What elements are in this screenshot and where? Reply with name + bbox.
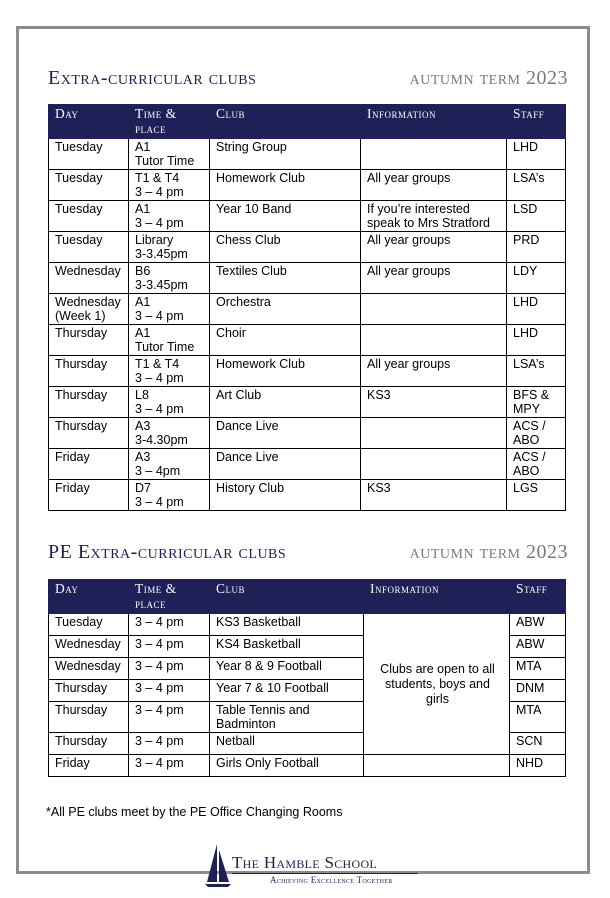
cell-time-place: [129, 201, 210, 232]
cell-time-place-line: 3 – 4pm: [135, 464, 181, 478]
cell-information-line: All year groups: [367, 171, 451, 185]
cell-staff-line: LHD: [513, 140, 539, 154]
cell-time-place: [129, 139, 210, 170]
cell-information-line: KS3: [367, 388, 391, 402]
cell-time-place-line: A1: [135, 202, 151, 216]
cell-day-line: Wednesday: [55, 295, 121, 309]
cell-club: [210, 325, 361, 356]
cell-club-line: Dance Live: [216, 450, 279, 464]
cell-day-line: Friday: [55, 481, 90, 495]
cell-day: [49, 680, 129, 702]
cell-club: [210, 658, 364, 680]
cell-time-place-line: 3 – 4 pm: [135, 495, 184, 509]
cell-time-place-line: A1: [135, 140, 151, 154]
cell-club: [210, 418, 361, 449]
table-row: [49, 201, 566, 232]
cell-club: [210, 232, 361, 263]
cell-day-line: Friday: [55, 756, 90, 770]
cell-time-place-line: 3 – 4 pm: [135, 615, 184, 629]
cell-staff-line: DNM: [516, 681, 545, 695]
cell-staff: [510, 755, 566, 777]
cell-staff: [507, 232, 566, 263]
cell-time-place-line: Tutor Time: [135, 340, 195, 354]
cell-staff-line: MPY: [513, 402, 541, 416]
cell-staff: [510, 733, 566, 755]
cell-day: [49, 263, 129, 294]
cell-time-place: [129, 733, 210, 755]
table-row: [49, 755, 566, 777]
cell-staff-line: BFS &: [513, 388, 550, 402]
cell-time-place: [129, 263, 210, 294]
cell-day: [49, 480, 129, 511]
cell-staff: [507, 387, 566, 418]
cell-time-place-line: 3-3.45pm: [135, 247, 188, 261]
table-row: [49, 614, 566, 636]
cell-information: [361, 294, 507, 325]
cell-staff: [510, 658, 566, 680]
cell-information: [361, 418, 507, 449]
cell-information: [361, 201, 507, 232]
cell-time-place-line: 3 – 4 pm: [135, 734, 184, 748]
cell-staff: [507, 139, 566, 170]
cell-day-line: Tuesday: [55, 233, 103, 247]
table-row: [49, 356, 566, 387]
cell-staff: [507, 356, 566, 387]
cell-staff-line: MTA: [516, 703, 542, 717]
cell-day: [49, 139, 129, 170]
cell-day: [49, 356, 129, 387]
cell-day-line: Tuesday: [55, 202, 103, 216]
cell-club: [210, 201, 361, 232]
table-row: [49, 480, 566, 511]
section2-heading: [48, 538, 568, 564]
cell-club: [210, 139, 361, 170]
cell-staff-line: ABO: [513, 464, 540, 478]
cell-information-line: All year groups: [367, 357, 451, 371]
cell-information: [361, 356, 507, 387]
cell-day-line: Thursday: [55, 326, 108, 340]
cell-staff-line: LSD: [513, 202, 538, 216]
header-time-place: Time & place: [129, 580, 210, 614]
cell-day: [49, 614, 129, 636]
header-club: Club: [210, 105, 361, 139]
table-row: [49, 294, 566, 325]
cell-club: [210, 680, 364, 702]
cell-day-line: Thursday: [55, 734, 108, 748]
cell-club-line: String Group: [216, 140, 287, 154]
cell-day-line: Tuesday: [55, 615, 103, 629]
table-row: [49, 232, 566, 263]
cell-club: [210, 170, 361, 201]
cell-time-place-line: 3 – 4 pm: [135, 402, 184, 416]
cell-club-line: Textiles Club: [216, 264, 287, 278]
header-staff: Staff: [510, 580, 566, 614]
clubs-table: [48, 104, 566, 511]
cell-time-place: [129, 755, 210, 777]
cell-time-place-line: Tutor Time: [135, 154, 195, 168]
cell-day-line: Wednesday: [55, 637, 121, 651]
cell-day: [49, 418, 129, 449]
cell-club-line: Girls Only Football: [216, 756, 319, 770]
cell-day: [49, 636, 129, 658]
cell-club: [210, 356, 361, 387]
cell-day: [49, 201, 129, 232]
cell-time-place: [129, 356, 210, 387]
cell-time-place: [129, 418, 210, 449]
cell-club-line: History Club: [216, 481, 285, 495]
cell-staff-line: LHD: [513, 295, 539, 309]
cell-staff-line: ABW: [516, 615, 545, 629]
cell-information-line: If you’re interested: [367, 202, 470, 216]
cell-time-place: [129, 480, 210, 511]
cell-time-place: [129, 449, 210, 480]
cell-time-place-line: A3: [135, 450, 151, 464]
cell-club-line: Table Tennis and: [216, 703, 310, 717]
section2-title: PE Extra-curricular clubs: [48, 541, 287, 563]
cell-staff: [507, 449, 566, 480]
cell-club-line: Badminton: [216, 717, 276, 731]
cell-information: [361, 449, 507, 480]
header-club: Club: [210, 580, 364, 614]
cell-time-place-line: 3 – 4 pm: [135, 309, 184, 323]
cell-day-line: Wednesday: [55, 659, 121, 673]
pe-clubs-table-header: [49, 580, 566, 614]
cell-staff-line: MTA: [516, 659, 542, 673]
cell-day-line: Thursday: [55, 357, 108, 371]
cell-club: [210, 636, 364, 658]
header-information: Information: [364, 580, 510, 614]
cell-day: [49, 232, 129, 263]
cell-time-place-line: Library: [135, 233, 174, 247]
cell-staff-line: ABW: [516, 637, 545, 651]
cell-staff-line: LHD: [513, 326, 539, 340]
cell-time-place-line: 3 – 4 pm: [135, 216, 184, 230]
cell-time-place-line: A1: [135, 326, 151, 340]
cell-club-line: Year 10 Band: [216, 202, 292, 216]
school-tagline: Achieving Excellence Together: [270, 875, 393, 885]
cell-club-line: Netball: [216, 734, 255, 748]
cell-information-line: speak to Mrs Stratford: [367, 216, 490, 230]
cell-day-line: Thursday: [55, 388, 108, 402]
cell-information: [361, 232, 507, 263]
cell-information-line: All year groups: [367, 233, 451, 247]
cell-time-place-line: 3 – 4 pm: [135, 185, 184, 199]
cell-staff: [507, 201, 566, 232]
cell-time-place-line: 3 – 4 pm: [135, 681, 184, 695]
cell-day-line: Thursday: [55, 681, 108, 695]
header-information: Information: [361, 105, 507, 139]
cell-time-place: [129, 658, 210, 680]
cell-day-line: Wednesday: [55, 264, 121, 278]
cell-day-line: Thursday: [55, 703, 108, 717]
cell-club-line: Choir: [216, 326, 246, 340]
cell-time-place-line: L8: [135, 388, 149, 402]
cell-club-line: KS3 Basketball: [216, 615, 301, 629]
cell-information-line: girls: [426, 691, 449, 706]
cell-club: [210, 449, 361, 480]
cell-day-line: Friday: [55, 450, 90, 464]
cell-staff-line: ABO: [513, 433, 540, 447]
cell-information-line: Clubs are open to all: [380, 661, 495, 676]
cell-club-line: KS4 Basketball: [216, 637, 301, 651]
cell-time-place-line: T1 & T4: [135, 171, 180, 185]
cell-club: [210, 387, 361, 418]
cell-day-line: (Week 1): [55, 309, 106, 323]
school-logo: [204, 842, 424, 892]
cell-club-line: Homework Club: [216, 171, 305, 185]
cell-club: [210, 614, 364, 636]
cell-information-line: KS3: [367, 481, 391, 495]
cell-time-place: [129, 387, 210, 418]
section2-term: autumn term 2023: [409, 541, 568, 563]
cell-information: [361, 480, 507, 511]
cell-time-place-line: 3-4.30pm: [135, 433, 188, 447]
section1-heading: [48, 64, 568, 90]
cell-information: [364, 755, 510, 777]
cell-staff: [507, 294, 566, 325]
cell-time-place-line: B6: [135, 264, 151, 278]
cell-club-line: Homework Club: [216, 357, 305, 371]
cell-day: [49, 755, 129, 777]
cell-club: [210, 733, 364, 755]
cell-club-line: Year 8 & 9 Football: [216, 659, 322, 673]
header-staff: Staff: [507, 105, 566, 139]
cell-day: [49, 449, 129, 480]
cell-time-place: [129, 636, 210, 658]
cell-time-place: [129, 170, 210, 201]
table-row: [49, 449, 566, 480]
header-day: Day: [49, 105, 129, 139]
cell-club: [210, 294, 361, 325]
footnote: *All PE clubs meet by the PE Office Changing Rooms: [46, 805, 343, 819]
cell-club: [210, 702, 364, 733]
cell-club: [210, 263, 361, 294]
cell-day: [49, 733, 129, 755]
cell-information: [364, 614, 510, 755]
cell-day-line: Thursday: [55, 419, 108, 433]
table-row: [49, 387, 566, 418]
cell-club-line: Chess Club: [216, 233, 281, 247]
table-row: [49, 418, 566, 449]
header-time-place: Time & place: [129, 105, 210, 139]
cell-time-place-line: 3 – 4 pm: [135, 703, 184, 717]
cell-staff-line: LDY: [513, 264, 538, 278]
cell-time-place-line: 3 – 4 pm: [135, 659, 184, 673]
table-row: [49, 263, 566, 294]
cell-information: [361, 170, 507, 201]
cell-information-line: students, boys and: [385, 676, 490, 691]
header-day: Day: [49, 580, 129, 614]
cell-time-place: [129, 294, 210, 325]
cell-information: [361, 263, 507, 294]
cell-staff-line: ACS /: [513, 450, 546, 464]
table-row: [49, 139, 566, 170]
cell-staff: [510, 680, 566, 702]
clubs-table-header: [49, 105, 566, 139]
cell-staff-line: LSA’s: [513, 357, 545, 371]
cell-time-place-line: 3 – 4 pm: [135, 756, 184, 770]
section1-term: autumn term 2023: [409, 67, 568, 89]
cell-information-line: All year groups: [367, 264, 451, 278]
section1-title: Extra-curricular clubs: [48, 67, 257, 89]
cell-time-place: [129, 680, 210, 702]
cell-time-place: [129, 325, 210, 356]
cell-staff: [507, 325, 566, 356]
cell-staff: [507, 418, 566, 449]
cell-staff: [507, 263, 566, 294]
sail-icon: [204, 842, 232, 888]
cell-information: [361, 139, 507, 170]
cell-time-place-line: 3 – 4 pm: [135, 637, 184, 651]
cell-time-place: [129, 232, 210, 263]
cell-day: [49, 325, 129, 356]
cell-staff-line: PRD: [513, 233, 540, 247]
table-row: [49, 170, 566, 201]
cell-time-place: [129, 614, 210, 636]
cell-staff-line: LGS: [513, 481, 539, 495]
cell-time-place-line: D7: [135, 481, 151, 495]
cell-staff: [510, 702, 566, 733]
cell-time-place: [129, 702, 210, 733]
cell-day: [49, 658, 129, 680]
cell-club-line: Dance Live: [216, 419, 279, 433]
cell-staff: [510, 636, 566, 658]
cell-time-place-line: A1: [135, 295, 151, 309]
cell-staff: [510, 614, 566, 636]
cell-day: [49, 170, 129, 201]
cell-staff: [507, 170, 566, 201]
cell-club-line: Orchestra: [216, 295, 271, 309]
cell-information: [361, 387, 507, 418]
cell-information: [361, 325, 507, 356]
cell-day: [49, 387, 129, 418]
cell-staff-line: ACS /: [513, 419, 546, 433]
table-row: [49, 325, 566, 356]
cell-club: [210, 755, 364, 777]
cell-time-place-line: A3: [135, 419, 151, 433]
cell-staff-line: SCN: [516, 734, 543, 748]
cell-day-line: Tuesday: [55, 140, 103, 154]
school-name: The Hamble School: [232, 853, 378, 872]
cell-staff: [507, 480, 566, 511]
cell-club-line: Year 7 & 10 Football: [216, 681, 329, 695]
logo-divider: [232, 873, 418, 874]
cell-club-line: Art Club: [216, 388, 262, 402]
pe-clubs-table: [48, 579, 566, 777]
cell-staff-line: NHD: [516, 756, 544, 770]
cell-time-place-line: 3 – 4 pm: [135, 371, 184, 385]
cell-time-place-line: T1 & T4: [135, 357, 180, 371]
cell-staff-line: LSA’s: [513, 171, 545, 185]
cell-time-place-line: 3-3.45pm: [135, 278, 188, 292]
cell-day: [49, 702, 129, 733]
cell-club: [210, 480, 361, 511]
cell-day: [49, 294, 129, 325]
cell-day-line: Tuesday: [55, 171, 103, 185]
